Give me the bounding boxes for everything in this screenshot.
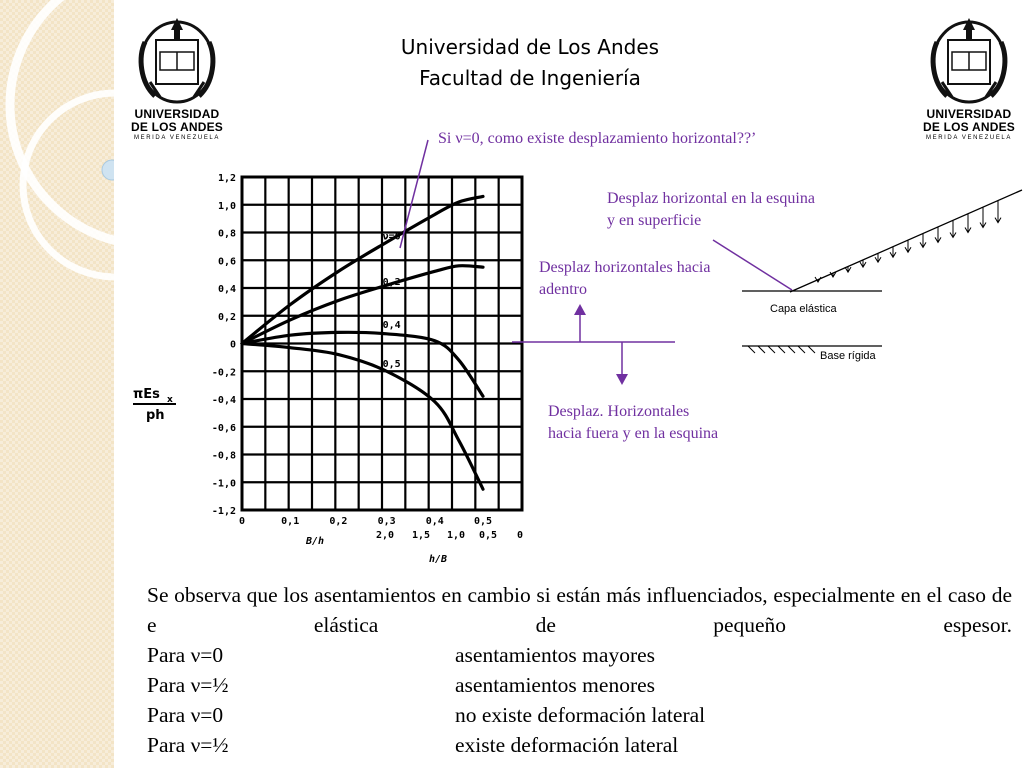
row-result: asentamientos menores	[455, 673, 656, 697]
x-tick-label-top: 0,4	[425, 516, 444, 527]
x-tick-label-top: 0,2	[329, 516, 348, 527]
x-tick-label-bottom: 1,5	[411, 530, 431, 541]
series-label: 0,4	[382, 320, 401, 332]
annotation-leader-corner	[713, 240, 792, 290]
elastic-layer-label: Capa elástica	[770, 303, 837, 315]
load-arrows	[815, 201, 1001, 282]
x-tick-label-bottom: 2,0	[375, 530, 395, 541]
y-tick-label: 0,8	[217, 228, 236, 240]
y-tick-label: 0,4	[217, 284, 236, 295]
x-tick-label-top: 0,3	[377, 516, 396, 527]
y-tick-label: 0,6	[217, 256, 236, 268]
row-condition: Para ν=0	[147, 643, 224, 667]
series-label: 0,5	[382, 358, 401, 370]
comparison-row	[147, 730, 1012, 760]
hatch-mark	[788, 346, 795, 353]
hatch-mark	[768, 346, 775, 353]
y-axis-label-bottom: ph	[146, 408, 165, 423]
annotation-inward: Desplaz horizontales hacia adentro	[539, 259, 711, 298]
hatch-mark	[758, 346, 765, 353]
y-tick-label: -1,2	[211, 506, 236, 517]
header-faculty: Facultad de Ingeniería	[419, 66, 641, 90]
series-label: 0,2	[382, 277, 401, 289]
hatch-mark	[778, 346, 785, 353]
row-result: asentamientos mayores	[455, 643, 656, 667]
x-tick-label-bottom: 0,5	[478, 530, 498, 541]
header-university: Universidad de Los Andes	[400, 35, 660, 59]
logo-city: MERIDA VENEZUELA	[926, 135, 1012, 141]
y-tick-label: -0,8	[211, 450, 236, 462]
load-envelope-line	[790, 190, 1022, 292]
logo-name-line1: UNIVERSIDAD	[134, 107, 220, 121]
hatch-mark	[748, 346, 755, 353]
rigid-base-label: Base rígida	[820, 350, 876, 362]
logo-city: MERIDA VENEZUELA	[134, 135, 220, 141]
inward-arrowhead-icon	[574, 304, 586, 315]
x-axis-label-bottom: h/B	[428, 554, 448, 565]
annotation-outward: Desplaz. Horizontales hacia fuera y en la esquina	[548, 403, 719, 442]
y-tick-label: 1,2	[217, 173, 236, 184]
body-text	[147, 580, 1012, 760]
row-condition: Para ν=½	[147, 733, 229, 757]
annotation-nu-question: Si ν=0, como existe desplazamiento horizontal??’	[438, 130, 757, 147]
hatch-mark	[808, 346, 815, 353]
y-tick-label: 0,2	[217, 311, 236, 323]
row-condition: Para ν=½	[147, 673, 229, 697]
logo-name-line1: UNIVERSIDAD	[926, 107, 1012, 121]
y-tick-label: 1,0	[217, 200, 236, 212]
series-line-0	[242, 196, 483, 343]
y-tick-label: 0	[229, 339, 236, 351]
row-condition: Para ν=0	[147, 703, 224, 727]
y-tick-label: -0,6	[211, 422, 236, 434]
y-axis-label-subscript: x	[167, 395, 173, 405]
row-result: no existe deformación lateral	[455, 703, 706, 727]
x-tick-label-bottom: 0	[516, 530, 524, 541]
x-tick-label-top: 0	[238, 516, 246, 527]
row-result: existe deformación lateral	[455, 733, 679, 757]
y-tick-label: -1,0	[211, 478, 236, 490]
body-paragraph: Se observa que los asentamientos en cambio si están más influenciados, especialmente en el caso de e elástica de pequeño espesor.	[147, 583, 1012, 637]
comparison-row	[147, 640, 1012, 670]
y-tick-label: -0,4	[211, 395, 236, 406]
y-tick-label: -0,2	[211, 367, 236, 379]
series-line-04	[242, 332, 483, 396]
x-axis-label-top: B/h	[305, 536, 325, 547]
y-axis-label-top: πEs	[133, 387, 160, 402]
hatch-mark	[798, 346, 805, 353]
x-tick-label-top: 0,5	[473, 516, 493, 527]
displacement-chart	[133, 173, 523, 565]
series-label: ν=0	[382, 231, 401, 243]
annotation-corner-surface: Desplaz horizontal en la esquina y en superficie	[607, 190, 815, 229]
x-tick-label-bottom: 1,0	[446, 530, 466, 541]
series-line-05	[242, 344, 483, 490]
comparison-row	[147, 670, 1012, 700]
rigid-base-hatching	[748, 346, 815, 353]
logo-name-line2: DE LOS ANDES	[923, 120, 1015, 134]
outward-arrowhead-icon	[616, 374, 628, 385]
comparison-row	[147, 700, 1012, 730]
x-tick-label-top: 0,1	[281, 516, 300, 527]
logo-name-line2: DE LOS ANDES	[131, 120, 223, 134]
